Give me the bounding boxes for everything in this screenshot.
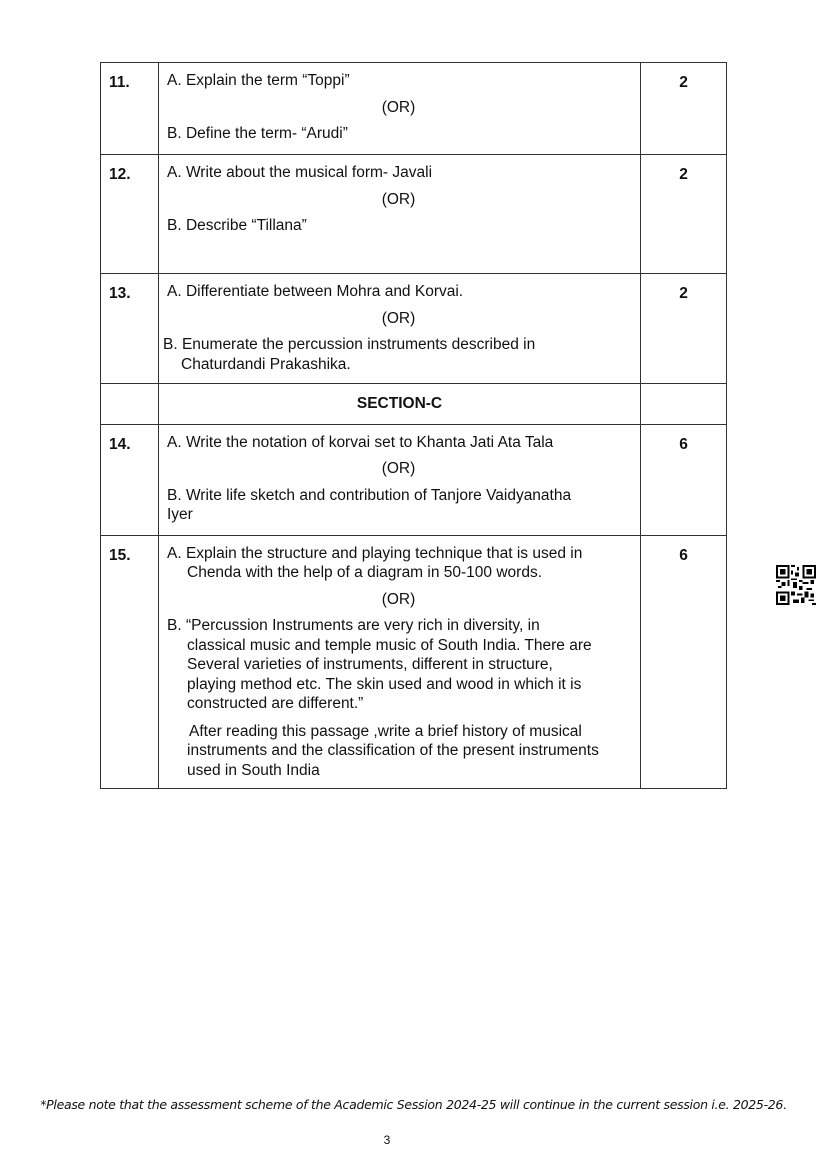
option-b-cont: classical music and temple music of South India. There are [187, 636, 592, 654]
table-row [101, 424, 727, 535]
question-table [100, 62, 727, 789]
empty-cell [101, 384, 159, 425]
or-label: (OR) [381, 590, 416, 608]
or-label: (OR) [381, 309, 416, 327]
passage-question-cont: used in South India [187, 761, 320, 779]
table-row [101, 63, 727, 155]
passage-question-cont: instruments and the classification of the present instruments [187, 742, 599, 759]
or-label: (OR) [381, 98, 416, 116]
question-marks: 2 [641, 155, 727, 274]
table-row [101, 155, 727, 274]
passage-question: After reading this passage ,write a brief history of musical [189, 722, 582, 740]
question-text [159, 63, 641, 155]
question-number: 13. [101, 274, 159, 384]
question-number: 15. [101, 535, 159, 789]
option-b: B. Describe “Tillana” [167, 217, 307, 234]
option-b-cont: constructed are different.” [187, 695, 364, 712]
option-a-cont: Chenda with the help of a diagram in 50-100 words. [187, 564, 542, 581]
option-b: B. Write life sketch and contribution of Tanjore Vaidyanatha [167, 486, 572, 504]
footer-note: *Please note that the assessment scheme of the Academic Session 2024-25 will continue in the current session i.e. 2025-26. [40, 1097, 787, 1112]
section-heading: SECTION-C [159, 384, 641, 425]
question-text [159, 424, 641, 535]
or-label: (OR) [381, 460, 416, 477]
question-number: 12. [101, 155, 159, 274]
section-row [101, 384, 727, 425]
question-text [159, 535, 641, 789]
option-b-cont: Chaturdandi Prakashika. [181, 355, 351, 373]
question-number: 14. [101, 424, 159, 535]
option-b: B. “Percussion Instruments are very rich in diversity, in [167, 617, 540, 634]
page-number: 3 [383, 1133, 391, 1147]
option-a: A. Explain the term “Toppi” [167, 72, 350, 89]
question-marks: 2 [641, 274, 727, 384]
question-marks: 6 [641, 535, 727, 789]
question-marks: 6 [641, 424, 727, 535]
question-text [159, 155, 641, 274]
option-b-cont: playing method etc. The skin used and wood in which it is [187, 675, 582, 693]
option-a: A. Write about the musical form- Javali [167, 164, 433, 181]
or-label: (OR) [381, 190, 416, 208]
option-a: A. Differentiate between Mohra and Korvai. [167, 283, 464, 300]
empty-cell [641, 384, 727, 425]
option-a: A. Explain the structure and playing technique that is used in [167, 544, 583, 562]
question-number: 11. [101, 63, 159, 155]
option-a: A. Write the notation of korvai set to Khanta Jati Ata Tala [167, 433, 554, 451]
option-b-cont: Several varieties of instruments, different in structure, [187, 656, 553, 673]
option-b: B. Define the term- “Arudi” [167, 125, 348, 142]
option-b-cont: Iyer [167, 506, 193, 523]
qr-code-icon [776, 565, 816, 605]
option-b: B. Enumerate the percussion instruments described in [163, 336, 536, 353]
table-row [101, 535, 727, 789]
question-marks: 2 [641, 63, 727, 155]
question-text [159, 274, 641, 384]
table-row [101, 274, 727, 384]
